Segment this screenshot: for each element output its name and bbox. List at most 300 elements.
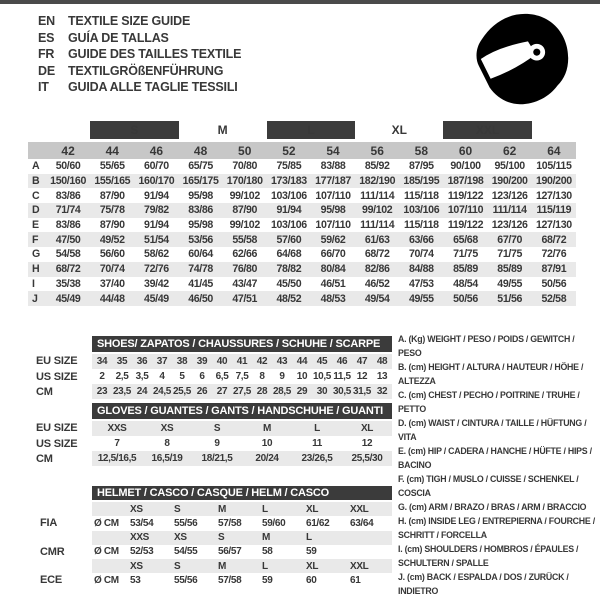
measure-cell: 76/80 [223,262,267,277]
size-cell: 24 [132,384,152,399]
measure-cell: 50/56 [541,277,567,290]
measure-cell: 72/76 [541,248,567,261]
size-cell: 5 [179,371,185,382]
size-cell: 46 [332,353,352,369]
measure-cell: 87/91 [532,262,576,277]
size-group-XXL: XXL [443,121,531,141]
helmet-size-label: L [304,531,348,545]
size-cell: 27 [212,384,232,399]
helmet-size-label: XL [304,501,348,516]
measure-cell: 107/110 [443,203,487,218]
helmet-size-cell: 56/57 [218,546,242,558]
measure-cell: 52/58 [532,291,576,306]
size-cell: 41 [232,353,252,369]
measure-cell: 68/72 [364,248,390,261]
helmet-size-cell: 55/56 [174,517,198,529]
size-cell: 30,5 [332,386,352,397]
unit-label: Ø CM [94,517,119,529]
measure-cell: 83/86 [55,219,81,232]
measure-cell: 53/56 [179,232,223,247]
size-cell: 35 [112,353,132,369]
helmet-size-cell: 59 [306,546,317,558]
size-row-us-size [28,436,392,451]
lang-label: GUIDA ALLE TAGLIE TESSILI [68,80,238,94]
measure-row-A [28,159,576,174]
measure-cell: 51/56 [488,291,532,306]
measure-cell: 47/50 [46,232,90,247]
size-cell: 23/26,5 [292,451,342,466]
measure-cell: 47/51 [223,291,267,306]
table-title-row [28,403,392,420]
size-col-50: 50 [223,141,267,160]
measure-cell: 85/92 [364,160,390,173]
measure-row-F [28,232,576,247]
legend-item-G: G. (cm) ARM / BRAZO / BRAS / ARM / BRACCIO [398,502,587,512]
measure-cell: 75/78 [90,203,134,218]
measure-cell: 111/114 [360,219,395,232]
measure-cell: 39/42 [144,277,169,290]
size-cell: 12,5/16,5 [92,451,142,466]
helmet-size-label: M [216,559,260,573]
measure-cell: 56/60 [99,248,125,261]
measure-cell: 72/76 [134,262,178,277]
top-border [0,0,600,4]
unit-gap [92,501,128,516]
row-label: US SIZE [28,369,92,384]
helmet-sizes-row [28,559,392,573]
measure-cell: 71/74 [46,203,90,218]
unit-gap [92,559,128,573]
measure-cell: 50/56 [443,291,487,306]
measure-cell: 111/114 [488,203,532,218]
label-gap [28,501,92,516]
row-label: I [32,277,35,290]
legend-item-I: I. (cm) SHOULDERS / HOMBROS / ÉPAULES / SCHULTERN / SPALLE [398,544,579,568]
size-cell: XXS [92,420,142,436]
measure-cell: 150/160 [46,174,90,189]
size-cell: 10 [296,371,308,382]
measure-cell: 61/63 [355,232,399,247]
measure-cell: 59/62 [311,232,355,247]
size-cell: 48 [372,353,392,369]
size-cell: 24,5 [152,386,172,397]
measure-cell: 91/94 [144,219,169,232]
lang-code: ES [38,30,55,45]
size-col-42: 42 [46,141,90,160]
size-cell: 2,5 [115,371,129,382]
helmet-size-cell: 61/62 [306,517,330,529]
helmet-size-cell: 59 [262,574,273,586]
size-cell: XS [142,420,192,436]
size-cell: 13 [376,371,388,382]
size-cell: L [292,420,342,436]
size-cell: 12 [361,438,373,449]
size-col-56: 56 [355,141,399,160]
size-cell: XL [342,420,392,436]
size-group-M: M [179,121,267,141]
measure-cell: 45/50 [276,277,302,290]
legend-item-F: F. (cm) TIGH / MUSLO / CUISSE / SCHENKEL / COSCIA [398,474,579,498]
measure-cell: 60/70 [144,160,169,173]
helmet-values-row-ECE [28,573,392,587]
measure-cell: 48/52 [267,291,311,306]
size-col-48: 48 [179,141,223,160]
size-cell: 36 [132,353,152,369]
size-group-S: S [90,121,178,141]
measure-cell: 91/94 [144,189,169,202]
size-cell: 27,5 [232,386,252,397]
size-col-52: 52 [267,141,311,160]
size-cell: 30 [312,384,332,399]
legend-item-A: A. (Kg) WEIGHT / PESO / POIDS / GEWITCH / PESO [398,334,575,358]
measure-cell: 46/52 [364,277,390,290]
measure-cell: 71/75 [497,248,523,261]
helmet-size-cell: 63/64 [350,517,374,529]
measure-cell: 37/40 [99,277,125,290]
measure-cell: 50/60 [55,160,81,173]
measure-cell: 115/118 [404,219,439,232]
group-gap [532,121,576,141]
measure-cell: 115/119 [532,203,576,218]
legend-item-H: H. (cm) INSIDE LEG / ENTREPIERNA / FOURCHE / SCHRITT / FORCELLA [398,516,595,540]
legend-item-D: D. (cm) WAIST / CINTURA / TAILLE / HÜFTUNG / VITA [398,418,587,442]
size-cell: 43 [272,353,292,369]
helmet-size-label: S [172,559,216,573]
row-label: F [28,232,46,247]
size-col-64: 64 [532,141,576,160]
helmet-size-label: XS [172,531,216,545]
size-col-54: 54 [311,141,355,160]
measure-cell: 79/82 [134,203,178,218]
size-group-row [28,121,576,141]
lang-row-en [38,13,241,30]
helmet-size-cell: 57/58 [218,517,242,529]
helmet-size-label: L [260,501,304,516]
size-cell: 34 [92,353,112,369]
measure-cell: 41/45 [188,277,213,290]
measure-cell: 70/74 [408,248,434,261]
measure-cell: 107/110 [315,189,351,202]
lang-label: TEXTILE SIZE GUIDE [68,14,191,28]
unit-label: Ø CM [94,546,119,558]
measure-cell: 48/54 [453,277,478,290]
helmet-sizes-row [28,501,392,516]
row-label: EU SIZE [28,420,92,436]
size-cell: 38 [172,353,192,369]
label-gap [28,531,92,545]
size-cell: 25,5/30 [342,451,392,466]
row-label: CM [28,451,92,466]
lang-row-fr [38,46,241,63]
measure-cell: 55/65 [99,160,125,173]
unit-gap [92,531,128,545]
measure-cell: 87/90 [223,203,267,218]
size-cell: 12 [356,371,368,382]
lang-code: FR [38,47,55,61]
title-gap [28,403,92,420]
size-cell: 40 [212,353,232,369]
row-label: B [28,174,46,189]
measure-cell: 49/54 [355,291,399,306]
standard-label-CMR: CMR [28,545,92,559]
label-gap [28,559,92,573]
size-cell: 6,5 [215,371,229,382]
size-cell: 23 [92,384,112,399]
gloves-size-table [28,403,392,466]
helmet-size-cell: 57/58 [218,574,242,586]
helmet-size-cell: 60 [306,574,317,586]
measure-cell: 190/200 [532,174,576,189]
measure-cell: 55/58 [223,232,267,247]
measure-cell: 127/130 [535,219,572,232]
measure-cell: 107/110 [315,219,351,232]
helmet-size-label: M [260,531,304,545]
measure-cell: 70/80 [232,160,258,173]
measure-cell: 46/51 [320,277,346,290]
size-cell: S [192,420,242,436]
measure-cell: 83/86 [55,189,81,202]
measure-cell: 187/198 [443,174,487,189]
size-cell: 45 [312,353,332,369]
size-cell: 11,5 [333,371,351,382]
size-cell: 39 [192,353,212,369]
size-row-eu-size [28,420,392,436]
unit-label: Ø CM [94,574,119,586]
lang-row-de [38,63,241,80]
measure-cell: 83/88 [320,160,346,173]
helmet-size-label: XS [128,559,172,573]
size-cell: 6 [199,371,205,382]
lang-code: IT [38,80,49,94]
row-label: CM [28,384,92,399]
measure-row-H [28,262,576,277]
measure-cell: 65/68 [443,232,487,247]
size-col-60: 60 [443,141,487,160]
group-gap [46,121,90,141]
lang-code: EN [38,14,55,28]
helmet-values-row-CMR [28,545,392,559]
size-cell: 20/24 [242,451,292,466]
size-col-62: 62 [488,141,532,160]
measure-cell: 87/95 [408,160,434,173]
measure-cell: 123/126 [491,189,528,202]
measure-cell: 44/48 [90,291,134,306]
size-cell: 9 [279,371,285,382]
helmet-values-row-FIA [28,516,392,530]
size-cell: 18/21,5 [192,451,242,466]
row-label: H [28,262,46,277]
helmet-size-table [28,486,392,587]
measure-cell: 177/187 [311,174,355,189]
measure-cell: 170/180 [223,174,267,189]
table-title: SHOES/ ZAPATOS / CHAUSSURES / SCHUHE / SCARPE [92,336,392,353]
measure-cell: 90/100 [450,160,481,173]
clothing-size-table [28,121,576,306]
measure-cell: 49/55 [399,291,443,306]
helmet-icon [466,8,584,116]
measure-cell: 68/72 [532,232,576,247]
measure-cell: 83/86 [179,203,223,218]
title-gap [28,336,92,353]
lang-label: GUÍA DE TALLAS [68,30,169,45]
helmet-size-label: XS [128,501,172,516]
table-title-row [28,336,392,353]
size-cell: 3,5 [135,371,149,382]
size-cell: 47 [352,353,372,369]
helmet-size-cell: 59/60 [262,517,286,529]
row-label: A [32,160,40,173]
helmet-size-label: XXL [348,559,392,573]
measure-cell: 70/74 [90,262,134,277]
measure-cell: 115/118 [404,189,439,202]
measurement-legend [398,332,598,598]
measure-row-D [28,203,576,218]
size-cell: 8 [259,371,265,382]
row-label: J [28,291,46,306]
language-title-block [38,13,241,96]
measure-cell: 49/52 [90,232,134,247]
standard-label-FIA: FIA [28,516,92,530]
measure-row-G [28,247,576,262]
size-cell: 23,5 [112,386,132,397]
measure-cell: 99/102 [355,203,399,218]
size-group-XL: XL [355,121,443,141]
measure-cell: 111/114 [360,189,395,202]
measure-cell: 119/122 [447,219,484,232]
row-label: EU SIZE [28,353,92,369]
shoes-size-table [28,336,392,399]
measure-cell: 60/64 [188,248,213,261]
measure-row-E [28,218,576,233]
row-label: G [32,248,40,261]
measure-cell: 95/98 [188,219,213,232]
measure-cell: 58/62 [144,248,169,261]
helmet-size-cell [348,545,392,559]
measure-cell: 85/89 [443,262,487,277]
measure-cell: 82/86 [355,262,399,277]
size-cell: M [242,420,292,436]
helmet-size-cell: 52/53 [130,546,154,558]
helmet-size-label [348,531,392,545]
size-col-44: 44 [90,141,134,160]
size-row-eu-size [28,353,392,369]
measure-cell: 66/70 [320,248,346,261]
standard-label-ECE: ECE [28,573,92,587]
measure-cell: 95/100 [494,160,525,173]
measure-cell: 87/90 [99,189,125,202]
measure-cell: 35/38 [55,277,81,290]
row-label: C [32,189,40,202]
size-cell: 9 [214,438,220,449]
measure-cell: 49/55 [497,277,523,290]
measure-row-C [28,188,576,203]
measure-cell: 119/122 [447,189,484,202]
helmet-size-cell: 55/56 [174,574,198,586]
helmet-size-label: M [216,501,260,516]
size-col-46: 46 [134,141,178,160]
measure-cell: 182/190 [355,174,399,189]
measure-cell: 95/98 [188,189,213,202]
measure-cell: 99/102 [229,219,260,232]
legend-item-J: J. (cm) BACK / ESPALDA / DOS / ZURÜCK / INDIETRO [398,572,569,596]
size-cell: 4 [159,371,165,382]
size-cell: 16,5/19 [142,451,192,466]
measure-row-I [28,277,576,292]
measure-cell: 185/195 [399,174,443,189]
table-title: HELMET / CASCO / CASQUE / HELM / CASCO [92,486,392,501]
measure-cell: 68/72 [46,262,90,277]
corner-cell [28,121,46,141]
measure-cell: 84/88 [399,262,443,277]
measure-cell: 127/130 [535,189,572,202]
lang-row-es [38,30,241,47]
helmet-size-label: S [216,531,260,545]
size-row-us-size [28,369,392,384]
row-label: E [32,219,39,232]
measure-cell: 99/102 [229,189,260,202]
measure-cell: 54/58 [55,248,81,261]
lang-label: TEXTILGRÖßENFÜHRUNG [68,63,224,78]
legend-item-C: C. (cm) CHEST / PECHO / POITRINE / TRUHE / PETTO [398,390,580,414]
measure-cell: 80/84 [311,262,355,277]
helmet-sizes-row [28,531,392,545]
measure-cell: 67/70 [488,232,532,247]
size-number-row [28,141,576,160]
size-cell: 42 [252,353,272,369]
measure-cell: 47/53 [408,277,434,290]
size-cell: 8 [164,438,170,449]
measure-cell: 43/47 [232,277,258,290]
measure-cell: 65/75 [188,160,213,173]
row-label: US SIZE [28,436,92,451]
size-cell: 10 [261,438,273,449]
measure-cell: 71/75 [453,248,478,261]
helmet-size-cell: 58 [262,546,273,558]
lang-row-it [38,79,241,96]
measure-row-B [28,174,576,189]
measure-cell: 85/89 [488,262,532,277]
lang-code: DE [38,63,55,78]
measure-cell: 91/94 [267,203,311,218]
table-title-row [28,486,392,501]
measure-cell: 103/106 [399,203,443,218]
measure-cell: 51/54 [134,232,178,247]
measure-cell: 160/170 [134,174,178,189]
lang-label: GUIDE DES TAILLES TEXTILE [68,47,242,61]
measure-cell: 62/66 [232,248,258,261]
size-group-L: L [267,121,355,141]
helmet-size-label: L [260,559,304,573]
size-cell: 31,5 [352,386,372,397]
legend-item-E: E. (cm) HIP / CADERA / HANCHE / HÜFTE / HIPS / BACINO [398,446,592,470]
size-cell: 37 [152,353,172,369]
measure-cell: 105/115 [536,160,572,173]
measure-cell: 48/53 [311,291,355,306]
size-cell: 7,5 [235,371,249,382]
size-cell: 32 [372,384,392,399]
size-cell: 26 [192,384,212,399]
measure-cell: 87/90 [99,219,125,232]
helmet-size-cell: 53 [130,574,141,586]
size-cell: 29 [292,384,312,399]
helmet-size-cell: 53/54 [130,517,154,529]
size-cell: 11 [312,438,322,449]
size-cell: 44 [292,353,312,369]
row-label: D [28,203,46,218]
size-row-cm [28,384,392,399]
measure-row-J [28,291,576,306]
measure-cell: 173/183 [267,174,311,189]
